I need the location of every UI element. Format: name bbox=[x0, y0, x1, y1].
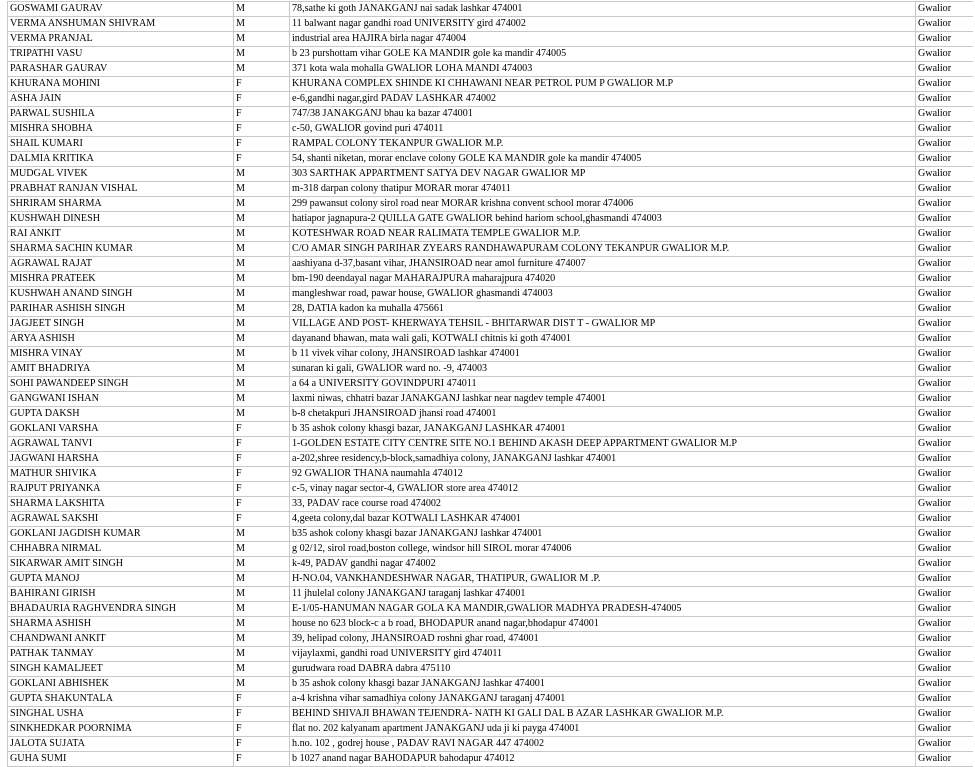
gender-cell[interactable]: M bbox=[234, 362, 290, 377]
city-cell[interactable]: Gwalior bbox=[916, 227, 974, 242]
address-cell[interactable]: gurudwara road DABRA dabra 475110 bbox=[290, 662, 916, 677]
name-cell[interactable]: DALMIA KRITIKA bbox=[8, 152, 234, 167]
gender-cell[interactable]: F bbox=[234, 422, 290, 437]
city-cell[interactable]: Gwalior bbox=[916, 377, 974, 392]
table-row bbox=[8, 377, 974, 392]
gender-cell[interactable]: M bbox=[234, 677, 290, 692]
name-cell[interactable]: AGRAWAL RAJAT bbox=[8, 257, 234, 272]
name-cell[interactable]: SINKHEDKAR POORNIMA bbox=[8, 722, 234, 737]
gender-cell[interactable]: M bbox=[234, 227, 290, 242]
address-cell[interactable]: dayanand bhawan, mata wali gali, KOTWALI chitnis ki goth 474001 bbox=[290, 332, 916, 347]
city-cell[interactable]: Gwalior bbox=[916, 437, 974, 452]
city-cell[interactable]: Gwalior bbox=[916, 497, 974, 512]
name-cell[interactable]: AGRAWAL SAKSHI bbox=[8, 512, 234, 527]
table-row bbox=[8, 482, 974, 497]
address-cell[interactable]: industrial area HAJIRA birla nagar 474004 bbox=[290, 32, 916, 47]
gender-cell[interactable]: F bbox=[234, 137, 290, 152]
name-cell[interactable]: TRIPATHI VASU bbox=[8, 47, 234, 62]
city-cell[interactable]: Gwalior bbox=[916, 572, 974, 587]
city-cell[interactable]: Gwalior bbox=[916, 107, 974, 122]
table-row bbox=[8, 617, 974, 632]
city-cell[interactable]: Gwalior bbox=[916, 467, 974, 482]
table-row bbox=[8, 452, 974, 467]
city-cell[interactable]: Gwalior bbox=[916, 197, 974, 212]
city-cell[interactable]: Gwalior bbox=[916, 137, 974, 152]
gender-cell[interactable]: F bbox=[234, 512, 290, 527]
table-row bbox=[8, 422, 974, 437]
name-cell[interactable]: ARYA ASHISH bbox=[8, 332, 234, 347]
gender-cell[interactable]: M bbox=[234, 377, 290, 392]
city-cell[interactable]: Gwalior bbox=[916, 422, 974, 437]
table-body bbox=[8, 2, 974, 767]
city-cell[interactable]: Gwalior bbox=[916, 77, 974, 92]
name-cell[interactable]: PARIHAR ASHISH SINGH bbox=[8, 302, 234, 317]
gender-cell[interactable]: F bbox=[234, 152, 290, 167]
city-cell[interactable]: Gwalior bbox=[916, 737, 974, 752]
address-cell[interactable]: b 35 ashok colony khasgi bazar, JANAKGANJ LASHKAR 474001 bbox=[290, 422, 916, 437]
name-cell[interactable]: SHRIRAM SHARMA bbox=[8, 197, 234, 212]
gender-cell[interactable]: M bbox=[234, 617, 290, 632]
address-cell[interactable]: a 64 a UNIVERSITY GOVINDPURI 474011 bbox=[290, 377, 916, 392]
address-cell[interactable]: RAMPAL COLONY TEKANPUR GWALIOR M.P. bbox=[290, 137, 916, 152]
name-cell[interactable]: PRABHAT RANJAN VISHAL bbox=[8, 182, 234, 197]
city-cell[interactable]: Gwalior bbox=[916, 242, 974, 257]
name-cell[interactable]: CHANDWANI ANKIT bbox=[8, 632, 234, 647]
address-cell[interactable]: KHURANA COMPLEX SHINDE KI CHHAWANI NEAR PETROL PUM P GWALIOR M.P bbox=[290, 77, 916, 92]
name-cell[interactable]: SHARMA SACHIN KUMAR bbox=[8, 242, 234, 257]
address-cell[interactable]: b 1027 anand nagar BAHODAPUR bahodapur 474012 bbox=[290, 752, 916, 767]
table-row bbox=[8, 752, 974, 767]
table-row bbox=[8, 47, 974, 62]
name-cell[interactable]: SHARMA ASHISH bbox=[8, 617, 234, 632]
address-cell[interactable]: flat no. 202 kalyanam apartment JANAKGANJ uda ji ki payga 474001 bbox=[290, 722, 916, 737]
name-cell[interactable]: JAGWANI HARSHA bbox=[8, 452, 234, 467]
gender-cell[interactable]: M bbox=[234, 257, 290, 272]
table-row bbox=[8, 632, 974, 647]
address-cell[interactable]: b 11 vivek vihar colony, JHANSIROAD lashkar 474001 bbox=[290, 347, 916, 362]
city-cell[interactable]: Gwalior bbox=[916, 527, 974, 542]
table-row bbox=[8, 167, 974, 182]
address-cell[interactable]: 28, DATIA kadon ka muhalla 475661 bbox=[290, 302, 916, 317]
city-cell[interactable]: Gwalior bbox=[916, 272, 974, 287]
gender-cell[interactable]: F bbox=[234, 467, 290, 482]
city-cell[interactable]: Gwalior bbox=[916, 152, 974, 167]
gender-cell[interactable]: F bbox=[234, 107, 290, 122]
gender-cell[interactable]: M bbox=[234, 287, 290, 302]
gender-cell[interactable]: M bbox=[234, 347, 290, 362]
name-cell[interactable]: RAJPUT PRIYANKA bbox=[8, 482, 234, 497]
address-cell[interactable]: k-49, PADAV gandhi nagar 474002 bbox=[290, 557, 916, 572]
city-cell[interactable]: Gwalior bbox=[916, 587, 974, 602]
name-cell[interactable]: AMIT BHADRIYA bbox=[8, 362, 234, 377]
city-cell[interactable]: Gwalior bbox=[916, 407, 974, 422]
address-cell[interactable]: b 35 ashok colony khasgi bazar JANAKGANJ lashkar 474001 bbox=[290, 677, 916, 692]
gender-cell[interactable]: M bbox=[234, 572, 290, 587]
name-cell[interactable]: GOKLANI ABHISHEK bbox=[8, 677, 234, 692]
gender-cell[interactable]: F bbox=[234, 692, 290, 707]
table-row bbox=[8, 722, 974, 737]
address-cell[interactable]: b35 ashok colony khasgi bazar JANAKGANJ lashkar 474001 bbox=[290, 527, 916, 542]
city-cell[interactable]: Gwalior bbox=[916, 722, 974, 737]
table-row bbox=[8, 692, 974, 707]
address-cell[interactable]: 371 kota wala mohalla GWALIOR LOHA MANDI 474003 bbox=[290, 62, 916, 77]
table-row bbox=[8, 677, 974, 692]
table-row bbox=[8, 572, 974, 587]
name-cell[interactable]: SINGH KAMALJEET bbox=[8, 662, 234, 677]
gender-cell[interactable]: M bbox=[234, 587, 290, 602]
name-cell[interactable]: MISHRA VINAY bbox=[8, 347, 234, 362]
table-row bbox=[8, 152, 974, 167]
city-cell[interactable]: Gwalior bbox=[916, 47, 974, 62]
city-cell[interactable]: Gwalior bbox=[916, 287, 974, 302]
gender-cell[interactable]: M bbox=[234, 302, 290, 317]
table-row bbox=[8, 392, 974, 407]
table-row bbox=[8, 137, 974, 152]
table-row bbox=[8, 287, 974, 302]
table-row bbox=[8, 272, 974, 287]
name-cell[interactable]: BHADAURIA RAGHVENDRA SINGH bbox=[8, 602, 234, 617]
name-cell[interactable]: MISHRA SHOBHA bbox=[8, 122, 234, 137]
city-cell[interactable]: Gwalior bbox=[916, 452, 974, 467]
address-cell[interactable]: KOTESHWAR ROAD NEAR RALIMATA TEMPLE GWALIOR M.P. bbox=[290, 227, 916, 242]
address-cell[interactable]: vijaylaxmi, gandhi road UNIVERSITY gird 474011 bbox=[290, 647, 916, 662]
gender-cell[interactable]: M bbox=[234, 272, 290, 287]
address-cell[interactable]: b-8 chetakpuri JHANSIROAD jhansi road 474001 bbox=[290, 407, 916, 422]
city-cell[interactable]: Gwalior bbox=[916, 182, 974, 197]
name-cell[interactable]: AGRAWAL TANVI bbox=[8, 437, 234, 452]
name-cell[interactable]: SOHI PAWANDEEP SINGH bbox=[8, 377, 234, 392]
city-cell[interactable]: Gwalior bbox=[916, 602, 974, 617]
table-row bbox=[8, 647, 974, 662]
address-cell[interactable]: 747/38 JANAKGANJ bhau ka bazar 474001 bbox=[290, 107, 916, 122]
table-row bbox=[8, 362, 974, 377]
city-cell[interactable]: Gwalior bbox=[916, 32, 974, 47]
gender-cell[interactable]: M bbox=[234, 392, 290, 407]
address-cell[interactable]: 54, shanti niketan, morar enclave colony GOLE KA MANDIR gole ka mandir 474005 bbox=[290, 152, 916, 167]
gender-cell[interactable]: F bbox=[234, 752, 290, 767]
name-cell[interactable]: GOKLANI VARSHA bbox=[8, 422, 234, 437]
city-cell[interactable]: Gwalior bbox=[916, 122, 974, 137]
table-row bbox=[8, 242, 974, 257]
address-cell[interactable]: 303 SARTHAK APPARTMENT SATYA DEV NAGAR GWALIOR MP bbox=[290, 167, 916, 182]
city-cell[interactable]: Gwalior bbox=[916, 212, 974, 227]
name-cell[interactable]: SHARMA LAKSHITA bbox=[8, 497, 234, 512]
city-cell[interactable]: Gwalior bbox=[916, 167, 974, 182]
gender-cell[interactable]: M bbox=[234, 32, 290, 47]
city-cell[interactable]: Gwalior bbox=[916, 302, 974, 317]
address-cell[interactable]: house no 623 block-c a b road, BHODAPUR anand nagar,bhodapur 474001 bbox=[290, 617, 916, 632]
address-cell[interactable]: a-202,shree residency,b-block,samadhiya colony, JANAKGANJ lashkar 474001 bbox=[290, 452, 916, 467]
gender-cell[interactable]: F bbox=[234, 737, 290, 752]
name-cell[interactable]: BAHIRANI GIRISH bbox=[8, 587, 234, 602]
table-row bbox=[8, 437, 974, 452]
address-cell[interactable]: c-50, GWALIOR govind puri 474011 bbox=[290, 122, 916, 137]
city-cell[interactable]: Gwalior bbox=[916, 92, 974, 107]
table-row bbox=[8, 302, 974, 317]
name-cell[interactable]: PARWAL SUSHILA bbox=[8, 107, 234, 122]
gender-cell[interactable]: M bbox=[234, 47, 290, 62]
name-cell[interactable]: SIKARWAR AMIT SINGH bbox=[8, 557, 234, 572]
gender-cell[interactable]: M bbox=[234, 17, 290, 32]
address-cell[interactable]: sunaran ki gali, GWALIOR ward no. -9, 474003 bbox=[290, 362, 916, 377]
records-table bbox=[7, 1, 973, 767]
table-row bbox=[8, 662, 974, 677]
table-row bbox=[8, 347, 974, 362]
table-row bbox=[8, 527, 974, 542]
table-row bbox=[8, 497, 974, 512]
name-cell[interactable]: KHURANA MOHINI bbox=[8, 77, 234, 92]
address-cell[interactable]: VILLAGE AND POST- KHERWAYA TEHSIL - BHITARWAR DIST T - GWALIOR MP bbox=[290, 317, 916, 332]
city-cell[interactable]: Gwalior bbox=[916, 257, 974, 272]
table-row bbox=[8, 197, 974, 212]
table-row bbox=[8, 17, 974, 32]
address-cell[interactable]: BEHIND SHIVAJI BHAWAN TEJENDRA- NATH KI GALI DAL B AZAR LASHKAR GWALIOR M.P. bbox=[290, 707, 916, 722]
city-cell[interactable]: Gwalior bbox=[916, 557, 974, 572]
table-row bbox=[8, 737, 974, 752]
table-row bbox=[8, 587, 974, 602]
table-row bbox=[8, 467, 974, 482]
name-cell[interactable]: ASHA JAIN bbox=[8, 92, 234, 107]
gender-cell[interactable]: M bbox=[234, 242, 290, 257]
address-cell[interactable]: aashiyana d-37,basant vihar, JHANSIROAD near amol furniture 474007 bbox=[290, 257, 916, 272]
city-cell[interactable]: Gwalior bbox=[916, 512, 974, 527]
table-row bbox=[8, 707, 974, 722]
city-cell[interactable]: Gwalior bbox=[916, 677, 974, 692]
table-row bbox=[8, 557, 974, 572]
city-cell[interactable]: Gwalior bbox=[916, 317, 974, 332]
name-cell[interactable]: GOSWAMI GAURAV bbox=[8, 2, 234, 17]
gender-cell[interactable]: M bbox=[234, 167, 290, 182]
address-cell[interactable]: 39, helipad colony, JHANSIROAD roshni ghar road, 474001 bbox=[290, 632, 916, 647]
gender-cell[interactable]: M bbox=[234, 197, 290, 212]
spreadsheet bbox=[7, 1, 973, 767]
name-cell[interactable]: GUPTA SHAKUNTALA bbox=[8, 692, 234, 707]
table-row bbox=[8, 257, 974, 272]
address-cell[interactable]: a-4 krishna vihar samadhiya colony JANAKGANJ taraganj 474001 bbox=[290, 692, 916, 707]
address-cell[interactable]: 4,geeta colony,dal bazar KOTWALI LASHKAR 474001 bbox=[290, 512, 916, 527]
table-row bbox=[8, 512, 974, 527]
city-cell[interactable]: Gwalior bbox=[916, 752, 974, 767]
gender-cell[interactable]: F bbox=[234, 707, 290, 722]
name-cell[interactable]: VERMA PRANJAL bbox=[8, 32, 234, 47]
address-cell[interactable]: 92 GWALIOR THANA naumahla 474012 bbox=[290, 467, 916, 482]
address-cell[interactable]: E-1/05-HANUMAN NAGAR GOLA KA MANDIR,GWALIOR MADHYA PRADESH-474005 bbox=[290, 602, 916, 617]
table-row bbox=[8, 182, 974, 197]
gender-cell[interactable]: M bbox=[234, 2, 290, 17]
gender-cell[interactable]: M bbox=[234, 332, 290, 347]
city-cell[interactable]: Gwalior bbox=[916, 62, 974, 77]
name-cell[interactable]: MUDGAL VIVEK bbox=[8, 167, 234, 182]
city-cell[interactable]: Gwalior bbox=[916, 17, 974, 32]
name-cell[interactable]: MISHRA PRATEEK bbox=[8, 272, 234, 287]
name-cell[interactable]: VERMA ANSHUMAN SHIVRAM bbox=[8, 17, 234, 32]
gender-cell[interactable]: M bbox=[234, 527, 290, 542]
address-cell[interactable]: 78,sathe ki goth JANAKGANJ nai sadak lashkar 474001 bbox=[290, 2, 916, 17]
city-cell[interactable]: Gwalior bbox=[916, 482, 974, 497]
address-cell[interactable]: 33, PADAV race course road 474002 bbox=[290, 497, 916, 512]
gender-cell[interactable]: M bbox=[234, 647, 290, 662]
address-cell[interactable]: mangleshwar road, pawar house, GWALIOR ghasmandi 474003 bbox=[290, 287, 916, 302]
table-row bbox=[8, 77, 974, 92]
address-cell[interactable]: 299 pawansut colony sirol road near MORAR krishna convent school morar 474006 bbox=[290, 197, 916, 212]
address-cell[interactable]: h.no. 102 , godrej house , PADAV RAVI NAGAR 447 474002 bbox=[290, 737, 916, 752]
gender-cell[interactable]: F bbox=[234, 122, 290, 137]
address-cell[interactable]: m-318 darpan colony thatipur MORAR morar 474011 bbox=[290, 182, 916, 197]
city-cell[interactable]: Gwalior bbox=[916, 542, 974, 557]
gender-cell[interactable]: M bbox=[234, 212, 290, 227]
name-cell[interactable]: GOKLANI JAGDISH KUMAR bbox=[8, 527, 234, 542]
table-row bbox=[8, 122, 974, 137]
city-cell[interactable]: Gwalior bbox=[916, 632, 974, 647]
gender-cell[interactable]: F bbox=[234, 722, 290, 737]
table-row bbox=[8, 332, 974, 347]
name-cell[interactable]: MATHUR SHIVIKA bbox=[8, 467, 234, 482]
table-row bbox=[8, 602, 974, 617]
address-cell[interactable]: bm-190 deendayal nagar MAHARAJPURA maharajpura 474020 bbox=[290, 272, 916, 287]
address-cell[interactable]: e-6,gandhi nagar,gird PADAV LASHKAR 474002 bbox=[290, 92, 916, 107]
gender-cell[interactable]: M bbox=[234, 62, 290, 77]
address-cell[interactable]: C/O AMAR SINGH PARIHAR ZYEARS RANDHAWAPURAM COLONY TEKANPUR GWALIOR M.P. bbox=[290, 242, 916, 257]
name-cell[interactable]: KUSHWAH DINESH bbox=[8, 212, 234, 227]
city-cell[interactable]: Gwalior bbox=[916, 362, 974, 377]
name-cell[interactable]: JAGJEET SINGH bbox=[8, 317, 234, 332]
gender-cell[interactable]: M bbox=[234, 602, 290, 617]
city-cell[interactable]: Gwalior bbox=[916, 392, 974, 407]
name-cell[interactable]: PATHAK TANMAY bbox=[8, 647, 234, 662]
table-row bbox=[8, 92, 974, 107]
name-cell[interactable]: GUPTA MANOJ bbox=[8, 572, 234, 587]
table-row bbox=[8, 62, 974, 77]
name-cell[interactable]: CHHABRA NIRMAL bbox=[8, 542, 234, 557]
city-cell[interactable]: Gwalior bbox=[916, 692, 974, 707]
gender-cell[interactable]: F bbox=[234, 482, 290, 497]
city-cell[interactable]: Gwalior bbox=[916, 707, 974, 722]
name-cell[interactable]: GUHA SUMI bbox=[8, 752, 234, 767]
table-row bbox=[8, 317, 974, 332]
table-row bbox=[8, 212, 974, 227]
city-cell[interactable]: Gwalior bbox=[916, 662, 974, 677]
city-cell[interactable]: Gwalior bbox=[916, 332, 974, 347]
gender-cell[interactable]: F bbox=[234, 77, 290, 92]
gender-cell[interactable]: M bbox=[234, 542, 290, 557]
name-cell[interactable]: SHAIL KUMARI bbox=[8, 137, 234, 152]
table-row bbox=[8, 227, 974, 242]
city-cell[interactable]: Gwalior bbox=[916, 617, 974, 632]
gender-cell[interactable]: M bbox=[234, 182, 290, 197]
name-cell[interactable]: GANGWANI ISHAN bbox=[8, 392, 234, 407]
address-cell[interactable]: g 02/12, sirol road,boston college, windsor hill SIROL morar 474006 bbox=[290, 542, 916, 557]
name-cell[interactable]: GUPTA DAKSH bbox=[8, 407, 234, 422]
address-cell[interactable]: 11 jhulelal colony JANAKGANJ taraganj lashkar 474001 bbox=[290, 587, 916, 602]
name-cell[interactable]: KUSHWAH ANAND SINGH bbox=[8, 287, 234, 302]
city-cell[interactable]: Gwalior bbox=[916, 347, 974, 362]
table-row bbox=[8, 32, 974, 47]
gender-cell[interactable]: M bbox=[234, 317, 290, 332]
gender-cell[interactable]: F bbox=[234, 497, 290, 512]
address-cell[interactable]: c-5, vinay nagar sector-4, GWALIOR store area 474012 bbox=[290, 482, 916, 497]
address-cell[interactable]: 11 balwant nagar gandhi road UNIVERSITY gird 474002 bbox=[290, 17, 916, 32]
address-cell[interactable]: H-NO.04, VANKHANDESHWAR NAGAR, THATIPUR, GWALIOR M .P. bbox=[290, 572, 916, 587]
gender-cell[interactable]: M bbox=[234, 662, 290, 677]
table-row bbox=[8, 542, 974, 557]
address-cell[interactable]: b 23 purshottam vihar GOLE KA MANDIR gole ka mandir 474005 bbox=[290, 47, 916, 62]
name-cell[interactable]: RAI ANKIT bbox=[8, 227, 234, 242]
gender-cell[interactable]: F bbox=[234, 437, 290, 452]
table-row bbox=[8, 407, 974, 422]
gender-cell[interactable]: M bbox=[234, 557, 290, 572]
address-cell[interactable]: laxmi niwas, chhatri bazar JANAKGANJ lashkar near nagdev temple 474001 bbox=[290, 392, 916, 407]
name-cell[interactable]: PARASHAR GAURAV bbox=[8, 62, 234, 77]
address-cell[interactable]: 1-GOLDEN ESTATE CITY CENTRE SITE NO.1 BEHIND AKASH DEEP APPARTMENT GWALIOR M.P bbox=[290, 437, 916, 452]
city-cell[interactable]: Gwalior bbox=[916, 647, 974, 662]
gender-cell[interactable]: M bbox=[234, 632, 290, 647]
gender-cell[interactable]: F bbox=[234, 92, 290, 107]
gender-cell[interactable]: M bbox=[234, 407, 290, 422]
gender-cell[interactable]: F bbox=[234, 452, 290, 467]
name-cell[interactable]: JALOTA SUJATA bbox=[8, 737, 234, 752]
address-cell[interactable]: hatiapor jagnapura-2 QUILLA GATE GWALIOR behind hariom school,ghasmandi 474003 bbox=[290, 212, 916, 227]
table-row bbox=[8, 107, 974, 122]
city-cell[interactable]: Gwalior bbox=[916, 2, 974, 17]
name-cell[interactable]: SINGHAL USHA bbox=[8, 707, 234, 722]
table-row bbox=[8, 2, 974, 17]
